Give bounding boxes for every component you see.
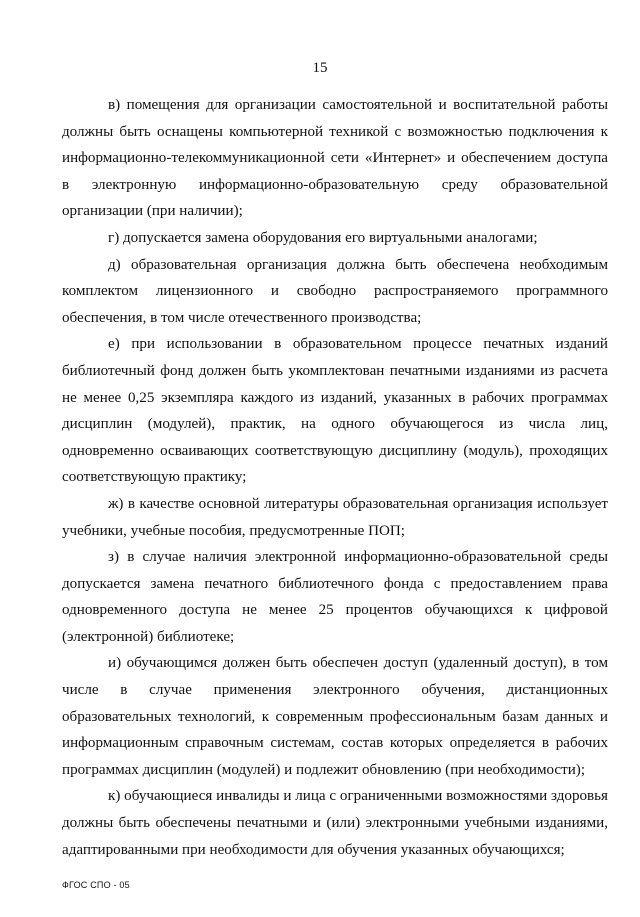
paragraph-e: е) при использовании в образовательном процессе печатных изданий библиотечный фонд должен быть укомплектован печатными изданиями из расчета не менее 0,25 экземпляра каждого из изданий, указанных в рабочих программах дисциплин (модулей), практик, на одного обучающегося из числа лиц, одновременно осваивающих соответствующую дисциплину (модуль), проходящих соответствующую практику;: [62, 336, 608, 486]
paragraph-d: д) образовательная организация должна быть обеспечена необходимым комплектом лицензионного и свободно распространяемого программного обеспечения, в том числе отечественного производства;: [62, 256, 608, 326]
paragraph-z: з) в случае наличия электронной информационно-образовательной среды допускается замена печатного библиотечного фонда с предоставлением права одновременного доступа не менее 25 процентов обучающихся к цифровой (электронной) библиотеке;: [62, 549, 608, 645]
paragraph-i: и) обучающимся должен быть обеспечен доступ (удаленный доступ), в том числе в случае применения электронного обучения, дистанционных образовательных технологий, к современным профессиональным базам данных и информационным справочным системам, состав которых определяется в рабочих программах дисциплин (модулей) и подлежит обновлению (при необходимости);: [62, 655, 608, 778]
page-number: 15: [312, 60, 328, 76]
paragraph-g: г) допускается замена оборудования его виртуальными аналогами;: [108, 229, 538, 246]
paragraph-k: к) обучающиеся инвалиды и лица с ограниченными возможностями здоровья должны быть обеспечены печатными и (или) электронными учебными изданиями, адаптированными при необходимости для обучения указанных обучающихся;: [62, 788, 608, 858]
paragraph-zh: ж) в качестве основной литературы образовательная организация использует учебники, учебные пособия, предусмотренные ПОП;: [62, 495, 608, 539]
footer-label: ФГОС СПО - 05: [62, 880, 130, 890]
paragraph-v: в) помещения для организации самостоятельной и воспитательной работы должны быть оснащены компьютерной техникой с возможностью подключения к информационно-телекоммуникационной сети «Интернет» и обеспечением доступа в электронную информационно-образовательную среду образовательной организации (при наличии);: [62, 97, 608, 220]
document-body: [62, 92, 608, 863]
